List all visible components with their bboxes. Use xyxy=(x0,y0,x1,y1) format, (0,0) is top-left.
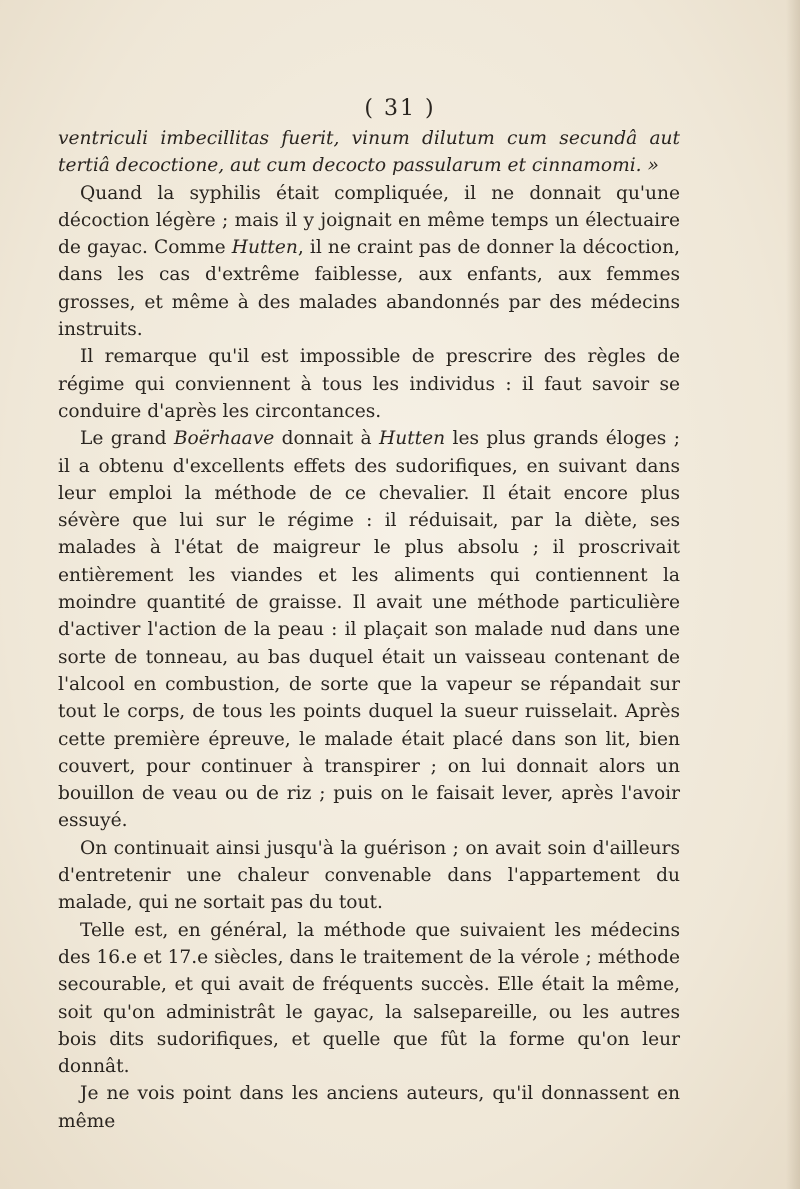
paragraph: Quand la syphilis était compliquée, il ne donnait qu'une décoction légère ; mais il y joignait en même temps un électuaire de gayac. Comme Hutten, il ne craint pas de donner la décoction, dans les cas d'extrême faiblesse, aux enfants, aux femmes grosses, et même à des malades abandonnés par des médecins instruits. xyxy=(58,182,680,341)
body-text xyxy=(58,125,680,1135)
page-number: ( 31 ) xyxy=(364,96,436,121)
paragraph: Je ne vois point dans les anciens auteurs, qu'il donnassent en même xyxy=(58,1083,680,1132)
paragraph: On continuait ainsi jusqu'à la guérison ; on avait soin d'ailleurs d'entretenir une chaleur convenable dans l'appartement du malade, qui ne sortait pas du tout. xyxy=(58,837,680,914)
name-boerhaave: Boërhaave xyxy=(173,428,275,450)
paragraph-continued: ventriculi imbecillitas fuerit, vinum dilutum cum secundâ aut tertiâ decoctione, aut cum decocto passularum et cinnamomi. » xyxy=(58,128,680,177)
name-hutten: Hutten xyxy=(231,237,298,259)
paragraph: Le grand Boërhaave donnait à Hutten les plus grands éloges ; il a obtenu d'excellents effets des sudorifiques, en suivant dans leur emploi la méthode de ce chevalier. Il était encore plus sévère que lui sur le régime : il réduisait, par la diète, ses malades à l'état de maigreur le plus absolu ; il proscrivait entièrement les viandes et les aliments qui contiennent la moindre quantité de graisse. Il avait une méthode particulière d'activer l'action de la peau : il plaçait son malade nud dans une sorte de tonneau, au bas duquel était un vaisseau contenant de l'alcool en combustion, de sorte que la vapeur se répandait sur tout le corps, de tous les points duquel la sueur ruisselait. Après cette première épreuve, le malade était placé dans son lit, bien couvert, pour continuer à transpirer ; on lui donnait alors un bouillon de veau ou de riz ; puis on le faisait lever, après l'avoir essuyé. xyxy=(58,428,680,832)
name-hutten: Hutten xyxy=(379,428,446,450)
paragraph: Il remarque qu'il est impossible de prescrire des règles de régime qui conviennent à tous les individus : il faut savoir se conduire d'après les circontances. xyxy=(58,346,680,422)
paragraph: Telle est, en général, la méthode que suivaient les médecins des 16.e et 17.e siècles, dans le traitement de la vérole ; méthode secourable, et qui avait de fréquents succès. Elle était la même, soit qu'on administrât le gayac, la salsepareille, ou les autres bois dits sudorifiques, et quelle que fût la forme qu'on leur donnât. xyxy=(58,919,680,1078)
page-edge-shadow xyxy=(786,0,800,1189)
